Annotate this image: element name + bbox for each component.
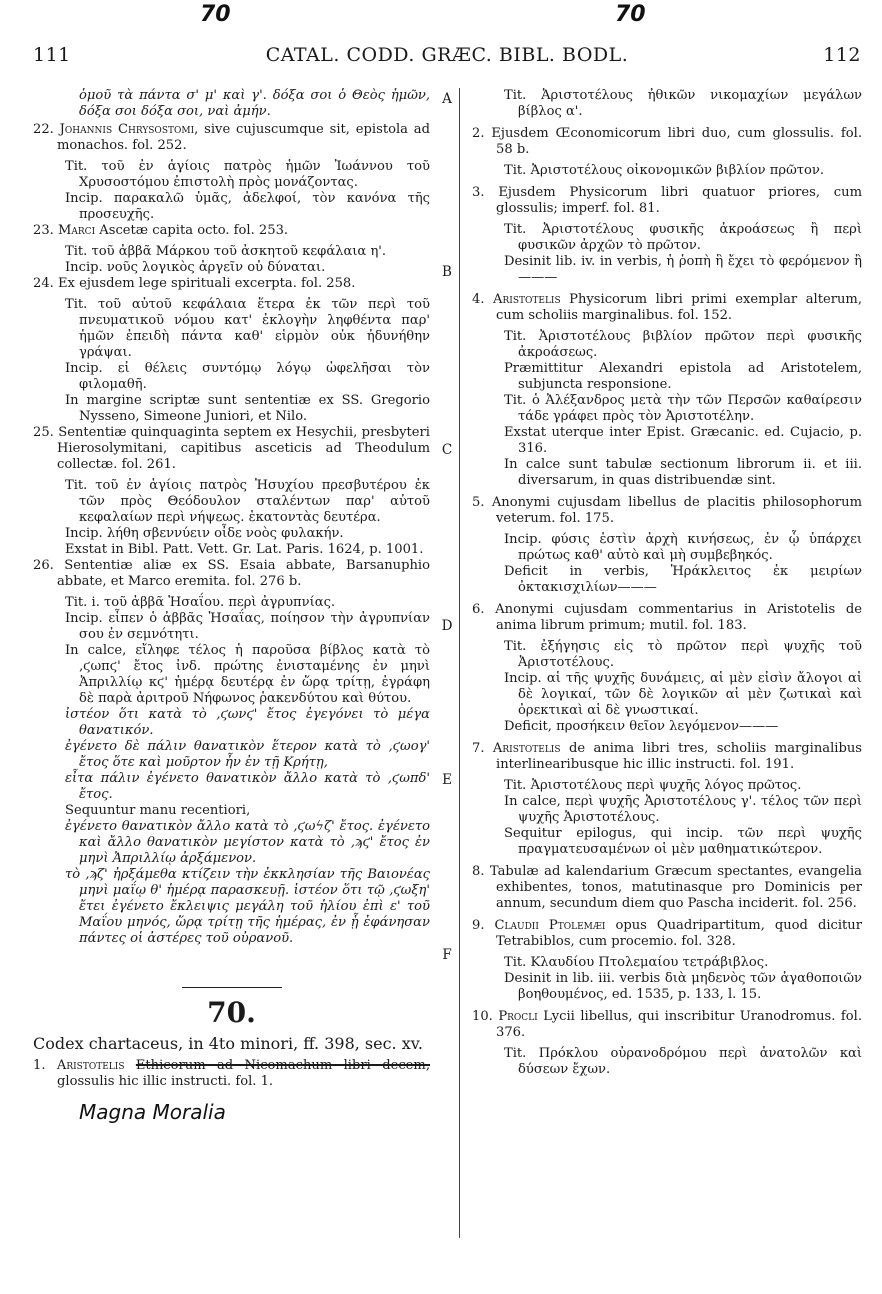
- entry-number: 1.: [33, 1058, 46, 1073]
- entry-description: Ex ejusdem lege spirituali excerpta. fol. 258.: [58, 276, 356, 291]
- page-number-left: 111: [33, 44, 71, 66]
- author-name: Aristotelis: [56, 1058, 125, 1073]
- entry-number: 8.: [472, 864, 485, 879]
- entry-description: Physicorum libri primi exemplar alterum, cum scholiis marginalibus. fol. 152.: [496, 292, 862, 323]
- margin-mark-e: E: [442, 772, 452, 788]
- entry-25: [33, 425, 430, 558]
- entry-description: Anonymi cujusdam commentarius in Aristotelis de anima librum primum; mutil. fol. 183.: [495, 602, 862, 633]
- entry-deficit: Deficit, προσήκειν θεῖον λεγόμενον———: [504, 719, 779, 734]
- entry-6: [472, 602, 862, 735]
- entry-7: [472, 741, 862, 858]
- running-title: CATAL. CODD. GRÆC. BIBL. BODL.: [265, 44, 629, 66]
- author-name: Aristotelis: [493, 292, 561, 307]
- entry-title-line: Tit. τοῦ ἀββᾶ Μάρκου τοῦ ἀσκητοῦ κεφάλαια η'.: [65, 244, 387, 259]
- entry-description: Ejusdem Physicorum libri quatuor priores, cum glossulis; imperf. fol. 81.: [496, 185, 862, 216]
- entry-deficit: Deficit in verbis, Ἡράκλειτος ἐκ μειρίων ὀκτακισχιλίων———: [504, 564, 862, 595]
- entry-number: 25.: [33, 425, 54, 440]
- right-column: [472, 88, 862, 1078]
- entry-greek-note: ἐγένετο θανατικὸν ἄλλο κατὰ τὸ ‚ϛωϟζ' ἔτος. ἐγένετο καὶ ἄλλο θανατικὸν μεγίστον κατὰ τὸ ‚ϡϛ' ἔτος ἐν μηνὶ Ἀπριλλίῳ ἀρξάμενον.: [65, 819, 430, 866]
- entry-description: Ascetæ capita octo. fol. 253.: [95, 223, 289, 238]
- entry-26: [33, 558, 430, 947]
- entry-number: 23.: [33, 223, 54, 238]
- author-name: Claudii Ptolemæi: [494, 918, 606, 933]
- codex-entry-1: [33, 1058, 430, 1090]
- section-rule: [182, 987, 282, 988]
- entry-incipit: Incip. φύσις ἐστὶν ἀρχὴ κινήσεως, ἐν ᾧ ὑπάρχει πρώτως καθ' αὐτὸ καὶ μὴ συμβεβηκός.: [504, 532, 862, 563]
- entry-title-line: Tit. i. τοῦ ἀββᾶ Ἡσαΐου. περὶ ἀγρυπνίας.: [65, 595, 336, 610]
- entry-incipit: Incip. εἰ θέλεις συντόμῳ λόγῳ ὠφελῆσαι τὸν φιλομαθῆ.: [65, 361, 430, 392]
- entry-number: 7.: [472, 741, 485, 756]
- entry-title-line: Tit. Ἀριστοτέλους βιβλίον πρῶτον περὶ φυσικῆς ἀκροάσεως.: [504, 329, 862, 360]
- entry-greek-note: ἐγένετο δὲ πάλιν θανατικὸν ἕτερον κατὰ τὸ ‚ϛωογ' ἔτος ὅτε καὶ μοῦρτον ἦν ἐν τῇ Κρήτῃ,: [65, 739, 430, 770]
- entry-description: Anonymi cujusdam libellus de placitis philosophorum veterum. fol. 175.: [491, 495, 863, 526]
- entry-2: [472, 126, 862, 179]
- entry-23: [33, 223, 430, 276]
- entry-number: 10.: [472, 1009, 493, 1024]
- left-column: [33, 88, 430, 1124]
- entry-incipit: Incip. παρακαλῶ ὑμᾶς, ἀδελφοί, τὸν κανόνα τῆς προσευχῆς.: [65, 191, 430, 222]
- entry-number: 2.: [472, 126, 485, 141]
- entry-description: de anima libri tres, scholiis marginalibus interlinearibusque hic illic instructi. fol. 191.: [496, 741, 862, 772]
- entry-greek-note: τὸ ‚ϡζ' ἠρξάμεθα κτίζειν τὴν ἐκκλησίαν τῆς Βαιονέας μηνὶ μαΐῳ θ' ἡμέρᾳ παρασκευῇ. ἰστέον ὅτι τῷ ‚ϛωξη' ἔτει ἐγένετο ἔκλειψις μεγάλη τοῦ ἡλίου ἐπὶ ε' τοῦ Μαΐου μηνός, ὥρᾳ τρίτῃ τῆς ἡμέρας, ἐν ᾗ ἐφάνησαν πάντες οἱ ἀστέρες τοῦ οὐρανοῦ.: [65, 867, 430, 946]
- codex-description: Codex chartaceus, in 4to minori, ff. 398, sec. xv.: [33, 1034, 423, 1053]
- entry-number: 6.: [472, 602, 485, 617]
- entry-note: In margine scriptæ sunt sententiæ ex SS. Gregorio Nysseno, Simeone Juniori, et Nilo.: [65, 393, 430, 424]
- entry-desinit: Desinit lib. iv. in verbis, ἡ ῥοπὴ ἣ ἔχει τὸ φερόμενον ἢ———: [504, 254, 862, 285]
- entry-description: opus Quadripartitum, quod dicitur Tetrabiblos, cum procemio. fol. 328.: [496, 918, 862, 949]
- entry-title-line: Tit. Ἀριστοτέλους οἰκονομικῶν βιβλίον πρῶτον.: [504, 163, 825, 178]
- entry-note: Sequuntur manu recentiori,: [65, 803, 251, 818]
- entry-number: 22.: [33, 122, 54, 137]
- entry-4: [472, 292, 862, 489]
- author-name: Marci: [58, 223, 96, 238]
- margin-mark-a: A: [442, 91, 452, 107]
- entry-description: Sententiæ quinquaginta septem ex Hesychii, presbyteri Hierosolymitani, capitibus asceticis ad Theodulum collectæ. fol. 261.: [57, 425, 430, 472]
- entry-8: [472, 864, 862, 912]
- entry-number: 26.: [33, 558, 54, 573]
- entry-3: [472, 185, 862, 286]
- entry-22: [33, 122, 430, 223]
- entry-description: Sententiæ aliæ ex SS. Esaia abbate, Barsanuphio abbate, et Marco eremita. fol. 276 b.: [57, 558, 430, 589]
- margin-mark-c: C: [441, 442, 453, 458]
- entry-description: , sive cujuscumque sit, epistola ad monachos. fol. 252.: [57, 122, 430, 153]
- entry-desinit: Desinit in lib. iii. verbis διὰ μηδενὸς τῶν ἀγαθοποιῶν βοηθουμένος, ed. 1535, p. 133, l. 15.: [504, 971, 862, 1002]
- continuation-text: Tit. Ἀριστοτέλους ἠθικῶν νικομαχίων μεγάλων βίβλος α'.: [504, 88, 862, 119]
- entry-title-line: Tit. Πρόκλου οὐρανοδρόμου περὶ ἀνατολῶν καὶ δύσεων ἔχων.: [504, 1046, 862, 1077]
- entry-note: In calce sunt tabulæ sectionum librorum ii. et iii. diversarum, in quas distribuendæ sint.: [504, 457, 862, 488]
- column-divider: [459, 88, 460, 1238]
- entry-number: 3.: [472, 185, 485, 200]
- entry-title-line: Tit. ἐξήγησις εἰς τὸ πρῶτον περὶ ψυχῆς τοῦ Ἀριστοτέλους.: [504, 639, 862, 670]
- entry-note: Sequitur epilogus, qui incip. τῶν περὶ ψυχῆς πραγματευσαμένων οἱ μὲν μαθηματικώτερον.: [504, 826, 862, 857]
- entry-note: Præmittitur Alexandri epistola ad Aristotelem, subjuncta responsione.: [504, 361, 862, 392]
- entry-title-line: Tit. ὁ Ἀλέξανδρος μετὰ τὴν τῶν Περσῶν καθαίρεσιν τάδε γράφει πρὸς τὸν Ἀριστοτέλην.: [504, 393, 862, 424]
- entry-colophon: In calce, εἴληφε τέλος ἡ παροῦσα βίβλος κατὰ τὸ ‚ϛωπϛ' ἔτος ἰνδ. πρώτης ἐνισταμένης ἐν μηνὶ Ἀπριλλίῳ κϛ' ἡμέρᾳ δευτέρᾳ ἐν ὥρᾳ τρίτῃ, ἐγράφη δὲ παρὰ ἀριτροῦ Νήφωνος ῥακενδύτου καὶ θύτου.: [65, 643, 430, 706]
- entry-number: 9.: [472, 918, 485, 933]
- entry-24: [33, 276, 430, 425]
- entry-description: Tabulæ ad kalendarium Græcum spectantes, evangelia exhibentes, tonos, matutinasque pro Dominicis per annum, secundum diem quo Pascha inciderit. fol. 256.: [489, 864, 862, 911]
- entry-exstat: Exstat in Bibl. Patt. Vett. Gr. Lat. Paris. 1624, p. 1001.: [65, 542, 424, 557]
- handwritten-folio-number-left: 70: [200, 2, 231, 27]
- entry-greek-note: εἶτα πάλιν ἐγένετο θανατικὸν ἄλλο κατὰ τὸ ‚ϛωπδ' ἔτος.: [65, 771, 430, 802]
- entry-title-line: Tit. τοῦ ἐν ἁγίοις πατρὸς Ἡσυχίου πρεσβυτέρου ἐκ τῶν πρὸς Θεόδουλον σταλέντων παρ' αὐτοῦ κεφαλαίων περὶ νήψεως. ἑκατοντὰς δευτέρα.: [65, 478, 430, 525]
- margin-mark-f: F: [442, 947, 452, 963]
- entry-incipit: Incip. λήθη σβεννύειν οἶδε νοὸς φυλακήν.: [65, 526, 344, 541]
- author-name: Procli: [498, 1009, 538, 1024]
- entry-number: 4.: [472, 292, 485, 307]
- entry-title-line: Tit. Ἀριστοτέλους φυσικῆς ἀκροάσεως ἢ περὶ φυσικῶν ἀρχῶν τὸ πρῶτον.: [504, 222, 862, 253]
- entry-9: [472, 918, 862, 1003]
- entry-number: 5.: [472, 495, 485, 510]
- entry-5: [472, 495, 862, 596]
- entry-title-line: Tit. τοῦ ἐν ἁγίοις πατρὸς ἡμῶν Ἰωάννου τοῦ Χρυσοστόμου ἐπιστολὴ πρὸς μονάζοντας.: [65, 159, 430, 190]
- entry-description: Lycii libellus, qui inscribitur Uranodromus. fol. 376.: [496, 1009, 862, 1040]
- entry-incipit: Incip. εἶπεν ὁ ἀββᾶς Ἡσαΐας, ποίησον τὴν ἀγρυπνίαν σου ἐν σεμνότητι.: [65, 611, 430, 642]
- margin-mark-d: D: [441, 618, 453, 634]
- entry-10: [472, 1009, 862, 1078]
- struck-through-title: Ethicorum ad Nicomachum libri decem,: [135, 1058, 430, 1073]
- entry-title-line: Tit. τοῦ αὐτοῦ κεφάλαια ἕτερα ἐκ τῶν περὶ τοῦ πνευματικοῦ νόμου κατ' ἐκλογὴν ληφθέντα παρ' ἡμῶν ἐπειδὴ πάντα καθ' εἱρμὸν οὐκ ἠδυνήθην γράψαι.: [65, 297, 430, 360]
- entry-number: 24.: [33, 276, 54, 291]
- entry-exstat: Exstat uterque inter Epist. Græcanic. ed. Cujacio, p. 316.: [504, 425, 862, 456]
- entry-incipit: Incip. νοῦς λογικὸς ἀργεῖν οὐ δύναται.: [65, 260, 326, 275]
- continuation-text: ὁμοῦ τὰ πάντα σ' μ' καὶ γ'. δόξα σοι ὁ Θεὸς ἡμῶν, δόξα σοι δόξα σοι, ναὶ ἀμήν.: [79, 88, 430, 119]
- codex-number: 70.: [207, 996, 256, 1029]
- author-name: Aristotelis: [492, 741, 561, 756]
- author-name: Johannis Chrysostomi: [59, 122, 195, 137]
- entry-greek-note: ἰστέον ὅτι κατὰ τὸ ‚ϛωνϛ' ἔτος ἐγεγόνει τὸ μέγα θανατικόν.: [65, 707, 430, 738]
- handwritten-note: Magna Moralia: [79, 1100, 226, 1124]
- entry-description: glossulis hic illic instructi. fol. 1.: [57, 1074, 274, 1089]
- entry-incipit: Incip. αἱ τῆς ψυχῆς δυνάμεις, αἱ μὲν εἰσὶν ἄλογοι αἱ δὲ λογικαί, τῶν δὲ λογικῶν αἱ μὲν ζωτικαὶ καὶ ὀρεκτικαὶ αἱ δὲ γνωστικαί.: [504, 671, 862, 718]
- entry-title-line: Tit. Κλαυδίου Πτολεμαίου τετράβιβλος.: [504, 955, 769, 970]
- entry-description: Ejusdem Œconomicorum libri duo, cum glossulis. fol. 58 b.: [491, 126, 862, 157]
- page-number-right: 112: [823, 44, 861, 66]
- entry-title-line: Tit. Ἀριστοτέλους περὶ ψυχῆς λόγος πρῶτος.: [504, 778, 802, 793]
- handwritten-folio-number-right: 70: [615, 2, 646, 27]
- margin-mark-b: B: [442, 264, 452, 280]
- entry-colophon: In calce, περὶ ψυχῆς Ἀριστοτέλους γ'. τέλος τῶν περὶ ψυχῆς Ἀριστοτέλους.: [504, 794, 862, 825]
